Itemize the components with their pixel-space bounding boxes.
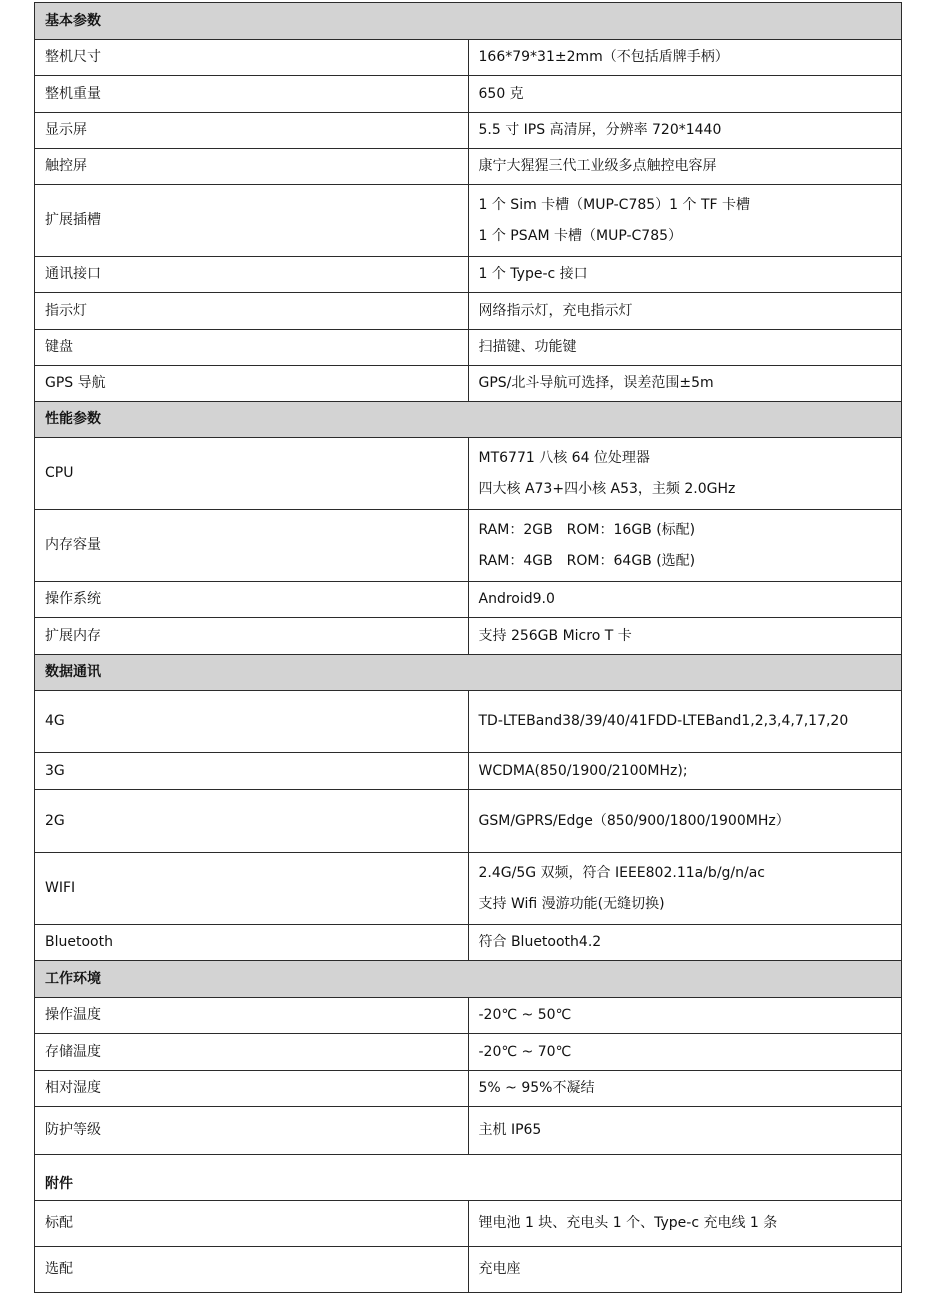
row-value: 支持 256GB Micro T 卡 [468, 618, 902, 655]
section-header-environment [35, 961, 902, 998]
row-label: 键盘 [35, 330, 469, 366]
table-row [35, 293, 902, 330]
row-label: 扩展插槽 [35, 185, 469, 257]
table-row [35, 185, 902, 257]
row-label: 操作系统 [35, 582, 469, 618]
section-header-accessories [35, 1155, 902, 1201]
table-row [35, 753, 902, 790]
row-label: 相对湿度 [35, 1071, 469, 1107]
row-value: 650 克 [468, 76, 902, 113]
row-label: 触控屏 [35, 149, 469, 185]
row-value: Android9.0 [468, 582, 902, 618]
row-value [468, 510, 902, 582]
row-value: 锂电池 1 块、充电头 1 个、Type-c 充电线 1 条 [468, 1201, 902, 1247]
table-row [35, 149, 902, 185]
spec-table-body [35, 3, 902, 1293]
section-header-basic [35, 3, 902, 40]
table-row [35, 1107, 902, 1155]
table-row [35, 790, 902, 853]
table-row [35, 1201, 902, 1247]
value-line: RAM：4GB ROM：64GB (选配) [478, 552, 696, 569]
row-label: 整机重量 [35, 76, 469, 113]
row-label: 存储温度 [35, 1034, 469, 1071]
row-value: 5.5 寸 IPS 高清屏，分辨率 720*1440 [468, 113, 902, 149]
table-row [35, 925, 902, 961]
row-value [468, 185, 902, 257]
row-label: 扩展内存 [35, 618, 469, 655]
row-label: 4G [35, 691, 469, 753]
row-value: 5% ~ 95%不凝结 [468, 1071, 902, 1107]
table-row [35, 691, 902, 753]
row-value: TD-LTEBand38/39/40/41FDD-LTEBand1,2,3,4,7,17,20 [468, 691, 902, 753]
section-title: 性能参数 [35, 402, 902, 438]
section-title: 附件 [35, 1155, 902, 1201]
row-value: 166*79*31±2mm（不包括盾牌手柄） [468, 40, 902, 76]
row-label: WIFI [35, 853, 469, 925]
value-line: 2.4G/5G 双频，符合 IEEE802.11a/b/g/n/ac [478, 864, 766, 881]
row-label: 整机尺寸 [35, 40, 469, 76]
table-row [35, 998, 902, 1034]
row-value: GPS/北斗导航可选择，误差范围±5m [468, 366, 902, 402]
row-value: WCDMA(850/1900/2100MHz); [468, 753, 902, 790]
section-header-performance [35, 402, 902, 438]
row-label: CPU [35, 438, 469, 510]
table-row [35, 618, 902, 655]
table-row [35, 257, 902, 293]
row-label: 操作温度 [35, 998, 469, 1034]
value-line: 四大核 A73+四小核 A53，主频 2.0GHz [478, 480, 736, 497]
table-row [35, 366, 902, 402]
row-value: 网络指示灯，充电指示灯 [468, 293, 902, 330]
table-row [35, 510, 902, 582]
table-row [35, 853, 902, 925]
table-row [35, 582, 902, 618]
value-line: 1 个 PSAM 卡槽（MUP-C785） [478, 227, 683, 244]
row-label: 3G [35, 753, 469, 790]
value-line: RAM：2GB ROM：16GB (标配) [478, 521, 696, 538]
row-label: 2G [35, 790, 469, 853]
table-row [35, 113, 902, 149]
row-label: 防护等级 [35, 1107, 469, 1155]
table-row [35, 438, 902, 510]
row-label: GPS 导航 [35, 366, 469, 402]
row-value: 1 个 Type-c 接口 [468, 257, 902, 293]
row-value [468, 438, 902, 510]
table-row [35, 1071, 902, 1107]
section-title: 基本参数 [35, 3, 902, 40]
row-value: 康宁大猩猩三代工业级多点触控电容屏 [468, 149, 902, 185]
section-header-communication [35, 655, 902, 691]
section-title: 数据通讯 [35, 655, 902, 691]
table-row [35, 1247, 902, 1293]
section-title: 工作环境 [35, 961, 902, 998]
table-row [35, 40, 902, 76]
table-row [35, 330, 902, 366]
row-value [468, 853, 902, 925]
row-value: -20℃ ~ 50℃ [468, 998, 902, 1034]
row-value: 扫描键、功能键 [468, 330, 902, 366]
row-value: GSM/GPRS/Edge（850/900/1800/1900MHz） [468, 790, 902, 853]
row-label: 显示屏 [35, 113, 469, 149]
spec-table [34, 2, 902, 1293]
row-value: 充电座 [468, 1247, 902, 1293]
row-label: 通讯接口 [35, 257, 469, 293]
value-line: MT6771 八核 64 位处理器 [478, 449, 650, 466]
row-value: 符合 Bluetooth4.2 [468, 925, 902, 961]
table-row [35, 1034, 902, 1071]
row-label: 标配 [35, 1201, 469, 1247]
table-row [35, 76, 902, 113]
row-label: 内存容量 [35, 510, 469, 582]
value-line: 支持 Wifi 漫游功能(无缝切换) [478, 895, 665, 912]
row-value: 主机 IP65 [468, 1107, 902, 1155]
row-label: 选配 [35, 1247, 469, 1293]
value-line: 1 个 Sim 卡槽（MUP-C785）1 个 TF 卡槽 [478, 196, 751, 213]
row-value: -20℃ ~ 70℃ [468, 1034, 902, 1071]
row-label: Bluetooth [35, 925, 469, 961]
row-label: 指示灯 [35, 293, 469, 330]
